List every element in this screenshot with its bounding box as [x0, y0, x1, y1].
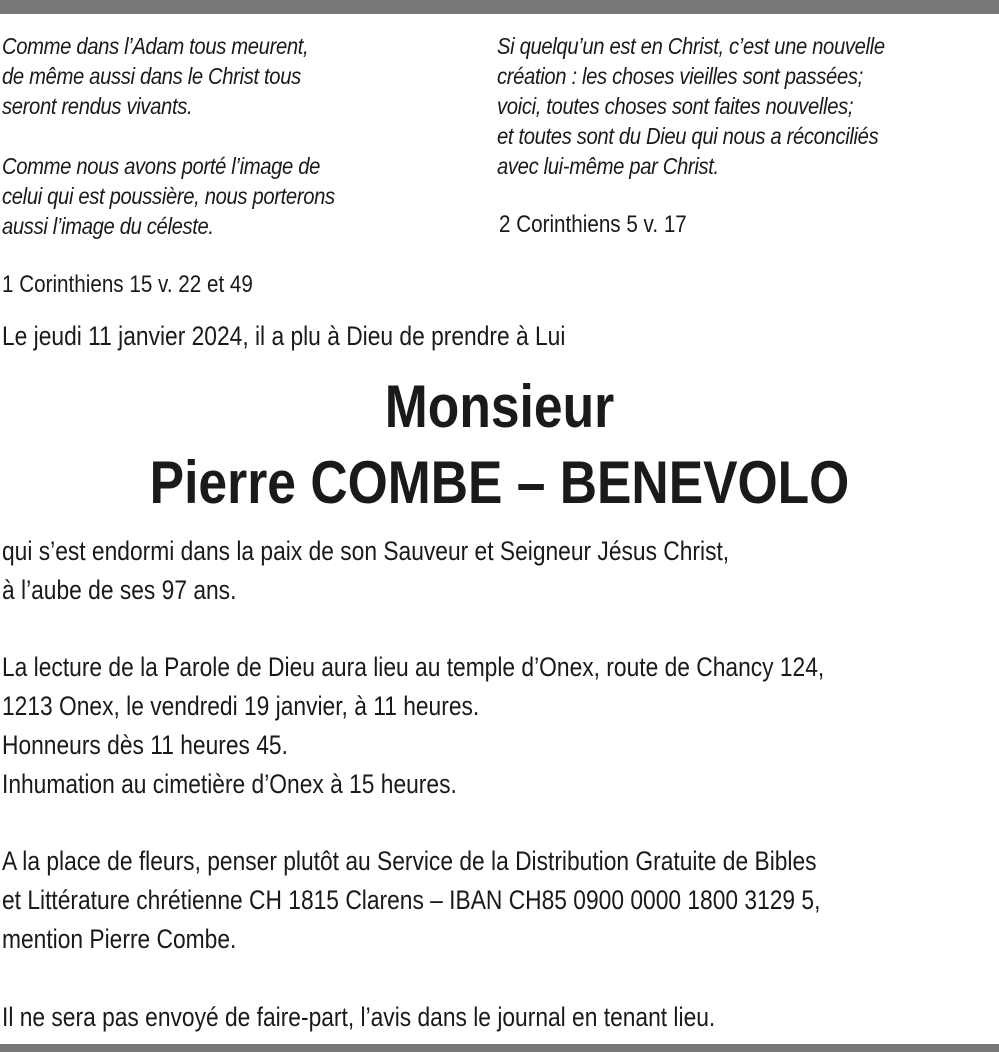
verse-left-1: Comme dans l’Adam tous meurent, de même aussi dans le Christ tous seront rendus vivants. — [2, 33, 309, 119]
top-border-rule — [0, 0, 999, 14]
verse-left-reference: 1 Corinthiens 15 v. 22 et 49 — [2, 271, 253, 298]
ceremony-line-3: Honneurs dès 11 heures 45. — [2, 730, 288, 760]
deceased-title: Monsieur — [384, 373, 615, 440]
donation-line-1: A la place de fleurs, penser plutôt au Service de la Distribution Gratuite de Bibles — [2, 846, 817, 876]
donation-line-3: mention Pierre Combe. — [2, 924, 237, 954]
verse-right-reference: 2 Corinthiens 5 v. 17 — [499, 211, 687, 238]
ceremony-line-1: La lecture de la Parole de Dieu aura lieu au temple d’Onex, route de Chancy 124, — [2, 652, 825, 682]
deceased-name: Pierre COMBE – BENEVOLO — [149, 449, 850, 516]
ceremony-line-2: 1213 Onex, le vendredi 19 janvier, à 11 heures. — [2, 691, 480, 721]
announcement-intro: Le jeudi 11 janvier 2024, il a plu à Dieu de prendre à Lui — [2, 321, 566, 351]
verse-right-1: Si quelqu’un est en Christ, c’est une nouvelle création : les choses vieilles sont passées; voici, toutes choses sont faites nouvelles; et toutes sont du Dieu qui nous a réconciliés avec lui-même par Christ. — [497, 33, 885, 179]
verse-left-2: Comme nous avons porté l’image de celui qui est poussière, nous porterons aussi l’image du céleste. — [2, 153, 335, 239]
closing-note: Il ne sera pas envoyé de faire-part, l’avis dans le journal en tenant lieu. — [2, 1002, 716, 1032]
bottom-border-rule — [0, 1044, 999, 1052]
ceremony-line-4: Inhumation au cimetière d’Onex à 15 heures. — [2, 769, 457, 799]
donation-line-2: et Littérature chrétienne CH 1815 Clarens – IBAN CH85 0900 0000 1800 3129 5, — [2, 885, 821, 915]
after-name-line-1: qui s’est endormi dans la paix de son Sauveur et Seigneur Jésus Christ, — [2, 536, 730, 566]
after-name-line-2: à l’aube de ses 97 ans. — [2, 575, 237, 605]
